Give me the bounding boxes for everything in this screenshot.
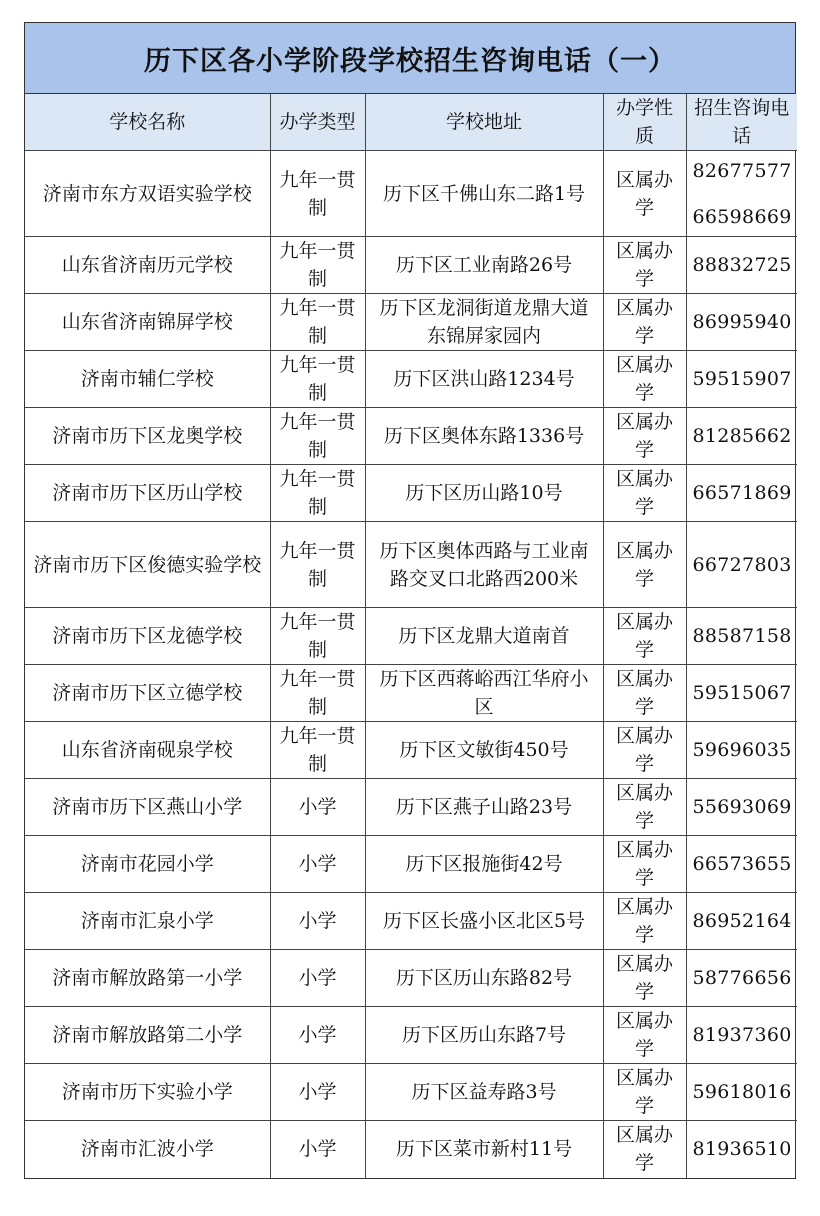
phone-cell: 59515907 — [686, 351, 797, 408]
school-address-cell: 历下区历山路10号 — [365, 465, 603, 522]
phone-number-secondary: 66598669 — [692, 205, 792, 228]
school-type-cell: 九年一贯制 — [270, 608, 365, 665]
school-name-cell: 济南市历下区燕山小学 — [25, 779, 270, 836]
school-nature-cell: 区属办学 — [603, 522, 686, 608]
table-row — [25, 779, 797, 836]
phone-cell: 66571869 — [686, 465, 797, 522]
school-type-cell: 九年一贯制 — [270, 465, 365, 522]
table-row — [25, 151, 797, 237]
school-name-cell: 济南市历下区龙德学校 — [25, 608, 270, 665]
phone-cell: 86995940 — [686, 294, 797, 351]
phone-cell: 66573655 — [686, 836, 797, 893]
header-phone: 招生咨询电话 — [686, 94, 797, 151]
school-nature-cell: 区属办学 — [603, 465, 686, 522]
school-address-cell: 历下区历山东路82号 — [365, 950, 603, 1007]
table-row — [25, 608, 797, 665]
school-type-cell: 小学 — [270, 1007, 365, 1064]
school-address-cell: 历下区报施街42号 — [365, 836, 603, 893]
table-row — [25, 465, 797, 522]
table-row — [25, 294, 797, 351]
school-type-cell: 小学 — [270, 836, 365, 893]
table-row — [25, 665, 797, 722]
table-row — [25, 522, 797, 608]
enrollment-sheet — [24, 22, 796, 1179]
table-row — [25, 722, 797, 779]
school-address-cell: 历下区工业南路26号 — [365, 237, 603, 294]
phone-cell: 55693069 — [686, 779, 797, 836]
phone-cell: 81936510 — [686, 1121, 797, 1178]
table-row — [25, 1064, 797, 1121]
table-row — [25, 836, 797, 893]
school-type-cell: 小学 — [270, 1064, 365, 1121]
school-address-cell: 历下区奥体东路1336号 — [365, 408, 603, 465]
school-address-cell: 历下区菜市新村11号 — [365, 1121, 603, 1178]
phone-cell: 86952164 — [686, 893, 797, 950]
table-row — [25, 950, 797, 1007]
school-name-cell: 济南市历下区俊德实验学校 — [25, 522, 270, 608]
school-name-cell: 济南市花园小学 — [25, 836, 270, 893]
header-school-address: 学校地址 — [365, 94, 603, 151]
school-name-cell: 山东省济南锦屏学校 — [25, 294, 270, 351]
school-nature-cell: 区属办学 — [603, 294, 686, 351]
school-type-cell: 九年一贯制 — [270, 522, 365, 608]
school-nature-cell: 区属办学 — [603, 722, 686, 779]
school-nature-cell: 区属办学 — [603, 836, 686, 893]
school-type-cell: 九年一贯制 — [270, 351, 365, 408]
school-nature-cell: 区属办学 — [603, 1121, 686, 1178]
school-name-cell: 济南市历下区龙奥学校 — [25, 408, 270, 465]
header-school-type: 办学类型 — [270, 94, 365, 151]
school-nature-cell: 区属办学 — [603, 1007, 686, 1064]
school-name-cell: 山东省济南砚泉学校 — [25, 722, 270, 779]
header-school-name: 学校名称 — [25, 94, 270, 151]
school-nature-cell: 区属办学 — [603, 779, 686, 836]
school-type-cell: 九年一贯制 — [270, 665, 365, 722]
school-type-cell: 小学 — [270, 1121, 365, 1178]
school-type-cell: 九年一贯制 — [270, 722, 365, 779]
table-row — [25, 408, 797, 465]
school-type-cell: 小学 — [270, 893, 365, 950]
phone-cell: 81285662 — [686, 408, 797, 465]
phone-cell: 59696035 — [686, 722, 797, 779]
phone-number: 82677577 — [692, 159, 792, 182]
phone-cell: 59618016 — [686, 1064, 797, 1121]
table-row — [25, 1121, 797, 1178]
school-name-cell: 济南市历下区历山学校 — [25, 465, 270, 522]
school-nature-cell: 区属办学 — [603, 151, 686, 237]
school-nature-cell: 区属办学 — [603, 608, 686, 665]
school-address-cell: 历下区龙洞街道龙鼎大道东锦屏家园内 — [365, 294, 603, 351]
school-nature-cell: 区属办学 — [603, 237, 686, 294]
school-name-cell: 济南市汇波小学 — [25, 1121, 270, 1178]
school-address-cell: 历下区龙鼎大道南首 — [365, 608, 603, 665]
school-address-cell: 历下区长盛小区北区5号 — [365, 893, 603, 950]
school-name-cell: 济南市辅仁学校 — [25, 351, 270, 408]
school-type-cell: 九年一贯制 — [270, 408, 365, 465]
school-address-cell: 历下区奥体西路与工业南路交叉口北路西200米 — [365, 522, 603, 608]
phone-cell — [686, 151, 797, 237]
school-name-cell: 济南市历下实验小学 — [25, 1064, 270, 1121]
school-nature-cell: 区属办学 — [603, 665, 686, 722]
school-name-cell: 济南市汇泉小学 — [25, 893, 270, 950]
table-header-row — [25, 94, 797, 151]
phone-cell: 58776656 — [686, 950, 797, 1007]
school-address-cell: 历下区文敏街450号 — [365, 722, 603, 779]
school-nature-cell: 区属办学 — [603, 950, 686, 1007]
school-nature-cell: 区属办学 — [603, 893, 686, 950]
school-name-cell: 济南市解放路第二小学 — [25, 1007, 270, 1064]
school-type-cell: 小学 — [270, 779, 365, 836]
phone-cell: 81937360 — [686, 1007, 797, 1064]
school-table — [25, 94, 797, 1178]
school-nature-cell: 区属办学 — [603, 1064, 686, 1121]
school-address-cell: 历下区燕子山路23号 — [365, 779, 603, 836]
phone-cell: 66727803 — [686, 522, 797, 608]
phone-cell: 88832725 — [686, 237, 797, 294]
school-name-cell: 山东省济南历元学校 — [25, 237, 270, 294]
school-address-cell: 历下区千佛山东二路1号 — [365, 151, 603, 237]
table-row — [25, 893, 797, 950]
school-type-cell: 小学 — [270, 950, 365, 1007]
school-type-cell: 九年一贯制 — [270, 151, 365, 237]
header-school-nature: 办学性质 — [603, 94, 686, 151]
phone-cell: 88587158 — [686, 608, 797, 665]
school-name-cell: 济南市东方双语实验学校 — [25, 151, 270, 237]
school-address-cell: 历下区西蒋峪西江华府小区 — [365, 665, 603, 722]
table-row — [25, 1007, 797, 1064]
school-address-cell: 历下区洪山路1234号 — [365, 351, 603, 408]
table-row — [25, 351, 797, 408]
school-nature-cell: 区属办学 — [603, 408, 686, 465]
table-row — [25, 237, 797, 294]
school-name-cell: 济南市解放路第一小学 — [25, 950, 270, 1007]
school-address-cell: 历下区益寿路3号 — [365, 1064, 603, 1121]
school-nature-cell: 区属办学 — [603, 351, 686, 408]
table-title: 历下区各小学阶段学校招生咨询电话（一） — [25, 23, 795, 94]
school-type-cell: 九年一贯制 — [270, 237, 365, 294]
school-type-cell: 九年一贯制 — [270, 294, 365, 351]
school-name-cell: 济南市历下区立德学校 — [25, 665, 270, 722]
school-address-cell: 历下区历山东路7号 — [365, 1007, 603, 1064]
phone-cell: 59515067 — [686, 665, 797, 722]
